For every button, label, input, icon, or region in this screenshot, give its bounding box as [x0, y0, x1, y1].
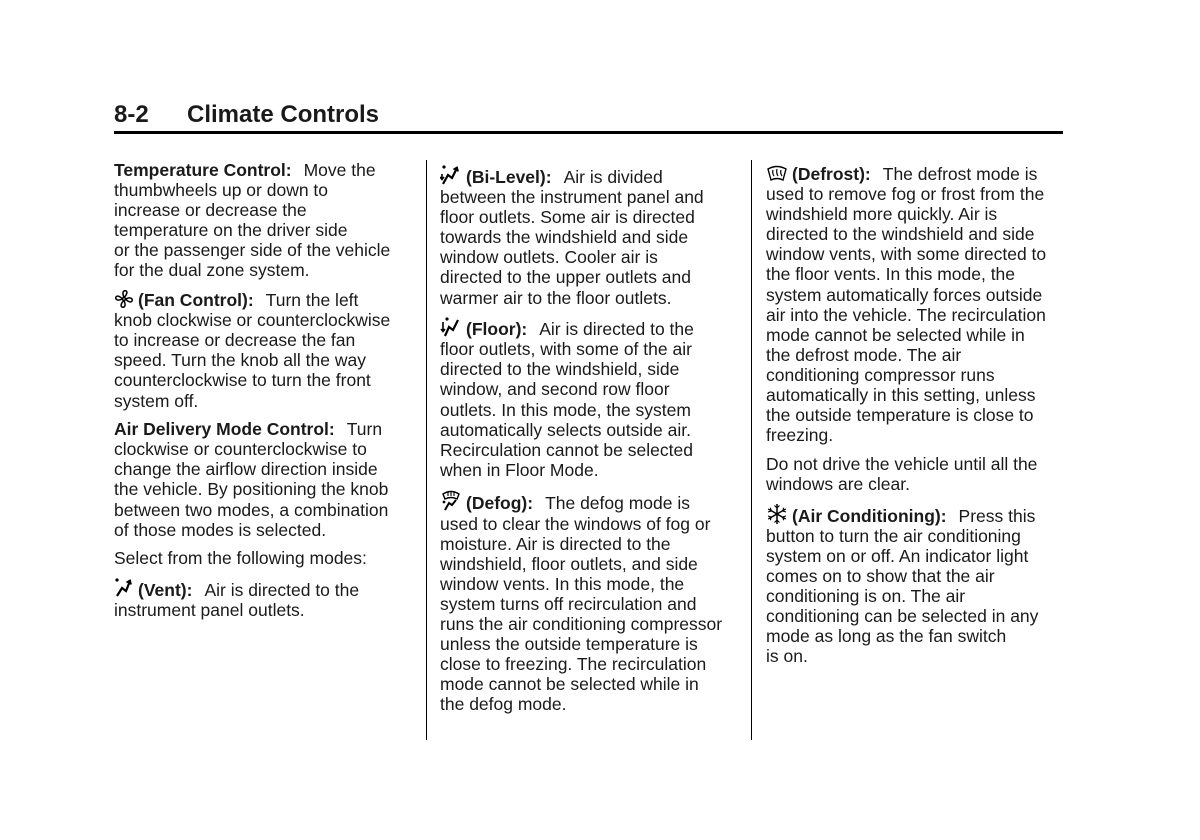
defrost-mode-icon: [766, 165, 788, 183]
fan-icon: [114, 289, 134, 309]
text-line: [766, 345, 1062, 365]
line-text: Turn the left: [265, 290, 359, 311]
line-text: Do not drive the vehicle until all the: [766, 453, 1038, 474]
text-line: [766, 224, 1062, 244]
floor-mode-icon: [440, 316, 462, 338]
line-text: mode cannot be selected while in: [440, 674, 699, 695]
paragraph: [766, 503, 1062, 667]
text-line: [440, 634, 736, 654]
text-line: [440, 460, 736, 480]
line-text: the defrost mode. The air: [766, 344, 962, 365]
line-text: windshield more quickly. Air is: [766, 204, 998, 225]
page-number: 8-2: [114, 101, 149, 128]
term-label: (Air Conditioning):: [792, 505, 947, 526]
text-line: [766, 365, 1062, 385]
text-line: [114, 350, 410, 370]
line-text: window vents, with some directed to: [766, 244, 1047, 265]
text-line: [766, 405, 1062, 425]
text-line: [766, 385, 1062, 405]
column-divider: [751, 160, 752, 740]
column-divider: [426, 160, 427, 740]
line-text: window outlets. Cooler air is: [440, 247, 658, 268]
defog-mode-icon: [440, 488, 462, 512]
line-text: used to clear the windows of fog or: [440, 513, 711, 534]
text-line: [440, 207, 736, 227]
term-label: (Floor):: [466, 319, 528, 340]
line-text: the outside temperature is close to: [766, 405, 1034, 426]
term-label: (Bi-Level):: [466, 167, 552, 187]
text-line: [766, 454, 1062, 474]
text-line: [766, 646, 1062, 666]
line-text: the defog mode.: [440, 694, 567, 715]
line-text: instrument panel outlets.: [114, 599, 305, 620]
text-line: [440, 164, 736, 187]
line-text: windows are clear.: [766, 473, 910, 494]
line-text: Select from the following modes:: [114, 548, 367, 569]
text-line: [440, 420, 736, 440]
paragraph: [114, 289, 410, 411]
text-line: [114, 330, 410, 350]
text-line: [766, 586, 1062, 606]
line-text: The defrost mode is: [882, 164, 1038, 184]
line-text: conditioning is on. The air: [766, 585, 966, 606]
line-text: unless the outside temperature is: [440, 634, 698, 655]
text-line: [114, 180, 410, 200]
term-label: (Defrost):: [792, 164, 871, 184]
text-line: [114, 260, 410, 280]
paragraph: [440, 488, 736, 714]
column-1: [114, 160, 410, 628]
paragraph: [766, 164, 1062, 445]
text-line: [766, 566, 1062, 586]
page-header: [114, 101, 1063, 134]
text-line: [766, 503, 1062, 526]
text-line: [114, 310, 410, 330]
line-text: warmer air to the floor outlets.: [440, 287, 672, 308]
line-text: close to freezing. The recirculation: [440, 654, 707, 675]
line-text: system turns off recirculation and: [440, 593, 697, 614]
text-line: [440, 674, 736, 694]
line-text: air into the vehicle. The recirculation: [766, 304, 1046, 325]
line-text: Air is directed to the: [204, 579, 360, 600]
line-text: window, and second row floor: [440, 379, 670, 400]
line-text: of those modes is selected.: [114, 519, 327, 540]
paragraph: [440, 316, 736, 480]
text-line: [766, 546, 1062, 566]
text-line: [114, 289, 410, 310]
line-text: runs the air conditioning compressor: [440, 613, 723, 634]
text-line: [114, 160, 410, 180]
text-line: [440, 359, 736, 379]
line-text: counterclockwise to turn the front: [114, 370, 371, 391]
text-line: [440, 654, 736, 674]
line-text: system on or off. An indicator light: [766, 545, 1029, 566]
text-line: [766, 244, 1062, 264]
text-line: [114, 500, 410, 520]
text-line: [440, 514, 736, 534]
text-line: [440, 440, 736, 460]
line-text: The defog mode is: [545, 493, 691, 514]
text-line: [766, 325, 1062, 345]
chapter-title: Climate Controls: [187, 101, 380, 128]
text-line: [114, 200, 410, 220]
line-text: Press this: [958, 505, 1036, 526]
column-2: [440, 164, 736, 723]
line-text: floor outlets. Some air is directed: [440, 207, 695, 228]
text-line: [440, 574, 736, 594]
line-text: moisture. Air is directed to the: [440, 533, 671, 554]
text-line: [766, 606, 1062, 626]
term-label: (Fan Control):: [138, 290, 254, 311]
paragraph: [440, 164, 736, 308]
text-line: [440, 247, 736, 267]
line-text: is on.: [766, 646, 808, 667]
text-line: [114, 479, 410, 499]
line-text: the vehicle. By positioning the knob: [114, 479, 389, 500]
text-line: [440, 614, 736, 634]
line-text: automatically selects outside air.: [440, 419, 691, 440]
text-line: [766, 526, 1062, 546]
text-line: [114, 419, 410, 439]
term-label: (Vent):: [138, 579, 193, 600]
line-text: the floor vents. In this mode, the: [766, 264, 1016, 285]
line-text: between the instrument panel and: [440, 187, 704, 208]
text-line: [766, 285, 1062, 305]
line-text: freezing.: [766, 425, 834, 446]
line-text: temperature on the driver side: [114, 220, 348, 241]
text-line: [440, 534, 736, 554]
line-text: towards the windshield and side: [440, 227, 689, 248]
line-text: directed to the upper outlets and: [440, 267, 692, 288]
line-text: system automatically forces outside: [766, 284, 1043, 305]
text-line: [114, 240, 410, 260]
paragraph: [114, 577, 410, 620]
text-line: [114, 520, 410, 540]
text-line: [114, 600, 410, 620]
text-line: [440, 488, 736, 513]
text-line: [440, 554, 736, 574]
text-line: [440, 288, 736, 308]
text-line: [440, 379, 736, 399]
term-label: Temperature Control:: [114, 160, 292, 180]
term-label: Air Delivery Mode Control:: [114, 419, 335, 440]
line-text: automatically in this setting, unless: [766, 385, 1036, 406]
text-line: [766, 425, 1062, 445]
text-line: [766, 305, 1062, 325]
text-line: [766, 626, 1062, 646]
text-line: [440, 267, 736, 287]
line-text: mode cannot be selected while in: [766, 324, 1025, 345]
text-line: [766, 184, 1062, 204]
line-text: speed. Turn the knob all the way: [114, 350, 366, 371]
term-label: (Defog):: [466, 493, 534, 514]
line-text: mode as long as the fan switch: [766, 626, 1007, 647]
line-text: Recirculation cannot be selected: [440, 439, 693, 460]
text-line: [114, 220, 410, 240]
line-text: clockwise or counterclockwise to: [114, 439, 367, 460]
text-line: [440, 400, 736, 420]
text-line: [440, 339, 736, 359]
line-text: for the dual zone system.: [114, 260, 310, 281]
text-line: [440, 187, 736, 207]
line-text: conditioning compressor runs: [766, 364, 995, 385]
text-line: [766, 204, 1062, 224]
text-line: [114, 439, 410, 459]
line-text: Air is directed to the: [539, 319, 694, 340]
line-text: or the passenger side of the vehicle: [114, 240, 391, 261]
column-3: [766, 164, 1062, 675]
text-line: [114, 391, 410, 411]
line-text: windshield, floor outlets, and side: [440, 553, 698, 574]
line-text: used to remove fog or frost from the: [766, 184, 1045, 205]
paragraph: [114, 419, 410, 540]
text-line: [114, 370, 410, 390]
text-line: [114, 577, 410, 600]
line-text: knob clockwise or counterclockwise: [114, 310, 391, 331]
vent-mode-icon: [114, 577, 134, 599]
line-text: directed to the windshield and side: [766, 224, 1035, 245]
bi-level-mode-icon: [440, 164, 462, 186]
air-conditioning-icon: [766, 503, 788, 525]
line-text: Air is divided: [563, 167, 663, 187]
paragraph: [114, 160, 410, 281]
line-text: floor outlets, with some of the air: [440, 339, 692, 360]
line-text: between two modes, a combination: [114, 499, 389, 520]
text-line: [440, 594, 736, 614]
line-text: when in Floor Mode.: [440, 459, 599, 480]
line-text: thumbwheels up or down to: [114, 180, 329, 201]
text-line: [114, 548, 410, 568]
text-line: [766, 164, 1062, 184]
text-line: [766, 264, 1062, 284]
text-line: [440, 694, 736, 714]
line-text: to increase or decrease the fan: [114, 330, 356, 351]
line-text: window vents. In this mode, the: [440, 573, 685, 594]
text-line: [440, 316, 736, 339]
text-line: [440, 227, 736, 247]
line-text: system off.: [114, 390, 199, 411]
line-text: change the airflow direction inside: [114, 459, 378, 480]
paragraph: [114, 548, 410, 568]
line-text: comes on to show that the air: [766, 565, 995, 586]
text-line: [766, 474, 1062, 494]
line-text: conditioning can be selected in any: [766, 605, 1039, 626]
line-text: directed to the windshield, side: [440, 359, 680, 380]
line-text: button to turn the air conditioning: [766, 525, 1021, 546]
line-text: increase or decrease the: [114, 200, 307, 221]
line-text: Move the: [303, 160, 376, 180]
text-line: [114, 459, 410, 479]
line-text: outlets. In this mode, the system: [440, 399, 691, 420]
paragraph: [766, 454, 1062, 494]
line-text: Turn: [346, 419, 383, 440]
